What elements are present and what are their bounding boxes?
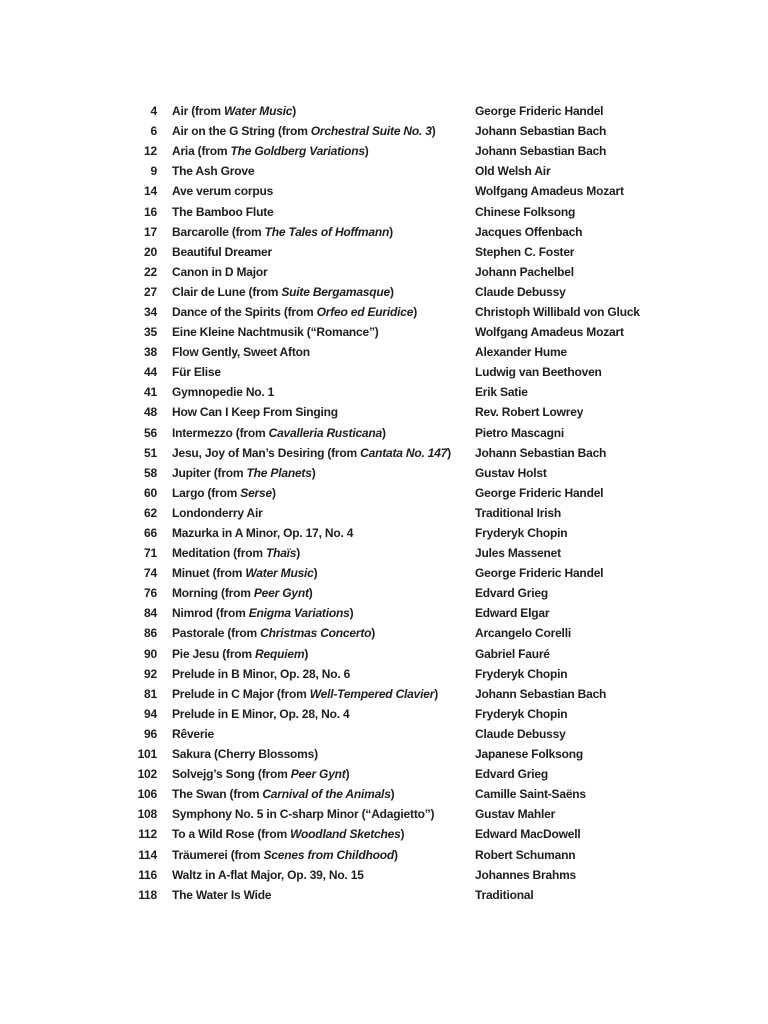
piece-title: Symphony No. 5 in C-sharp Minor (“Adagietto”) (172, 807, 435, 822)
page-number: 35 (144, 325, 157, 340)
page-number: 76 (144, 586, 157, 601)
page-number: 101 (137, 747, 157, 762)
page-number: 34 (144, 304, 157, 319)
page-number: 66 (144, 526, 157, 541)
toc-row (0, 865, 768, 885)
piece-title: Prelude in E Minor, Op. 28, No. 4 (172, 706, 350, 721)
composer-name: Jacques Offenbach (475, 224, 583, 239)
toc-row (0, 563, 768, 583)
toc-row (0, 583, 768, 603)
piece-title: Air on the G String (from Orchestral Suite No. 3) (172, 124, 436, 139)
composer-name: Stephen C. Foster (475, 244, 575, 259)
piece-title: Intermezzo (from Cavalleria Rusticana) (172, 425, 386, 440)
piece-title: Dance of the Spirits (from Orfeo ed Euridice) (172, 304, 418, 319)
piece-title: The Ash Grove (172, 164, 255, 179)
piece-title: Rêverie (172, 726, 214, 741)
page-number: 90 (144, 646, 157, 661)
piece-title: Gymnopedie No. 1 (172, 385, 275, 400)
composer-name: Gabriel Fauré (475, 646, 550, 661)
toc-row (0, 322, 768, 342)
composer-name: Erik Satie (475, 385, 528, 400)
page-number: 84 (144, 606, 157, 621)
composer-name: Old Welsh Air (475, 164, 551, 179)
composer-name: Gustav Mahler (475, 807, 556, 822)
toc-row (0, 523, 768, 543)
page-number: 74 (144, 566, 157, 581)
composer-name: George Frideric Handel (475, 104, 604, 119)
composer-name: Pietro Mascagni (475, 425, 565, 440)
composer-name: Alexander Hume (475, 345, 567, 360)
piece-title: Canon in D Major (172, 264, 268, 279)
page-number: 20 (144, 244, 157, 259)
composer-name: Christoph Willibald von Gluck (475, 304, 640, 319)
toc-row (0, 382, 768, 402)
toc-row (0, 684, 768, 704)
piece-title: Jupiter (from The Planets) (172, 465, 316, 480)
page-number: 56 (144, 425, 157, 440)
toc-row (0, 623, 768, 643)
composer-name: Johannes Brahms (475, 867, 577, 882)
toc-row (0, 342, 768, 362)
page-number: 94 (144, 706, 157, 721)
piece-title: Prelude in B Minor, Op. 28, No. 6 (172, 666, 351, 681)
page-number: 4 (150, 104, 157, 119)
page-number: 16 (144, 204, 157, 219)
composer-name: Japanese Folksong (475, 747, 583, 762)
toc-row (0, 804, 768, 824)
composer-name: Wolfgang Amadeus Mozart (475, 184, 624, 199)
composer-name: George Frideric Handel (475, 485, 604, 500)
composer-name: Traditional (475, 887, 534, 902)
toc-row (0, 483, 768, 503)
composer-name: Johann Sebastian Bach (475, 124, 607, 139)
page-number: 27 (144, 284, 157, 299)
page-number: 44 (144, 365, 157, 380)
toc-row (0, 644, 768, 664)
page-number: 86 (144, 626, 157, 641)
toc-row (0, 764, 768, 784)
composer-name: Camille Saint-Saëns (475, 787, 586, 802)
piece-title: Prelude in C Major (from Well-Tempered Clavier) (172, 686, 438, 701)
piece-title: Ave verum corpus (172, 184, 274, 199)
page-number: 14 (144, 184, 157, 199)
piece-title: Pie Jesu (from Requiem) (172, 646, 309, 661)
page-number: 92 (144, 666, 157, 681)
piece-title: The Bamboo Flute (172, 204, 274, 219)
toc-row (0, 362, 768, 382)
composer-name: Fryderyk Chopin (475, 526, 568, 541)
composer-name: Gustav Holst (475, 465, 547, 480)
composer-name: Fryderyk Chopin (475, 706, 568, 721)
piece-title: Barcarolle (from The Tales of Hoffmann) (172, 224, 393, 239)
composer-name: George Frideric Handel (475, 566, 604, 581)
piece-title: Waltz in A-flat Major, Op. 39, No. 15 (172, 867, 364, 882)
piece-title: Jesu, Joy of Man’s Desiring (from Cantata No. 147) (172, 445, 451, 460)
composer-name: Edward MacDowell (475, 827, 581, 842)
page-number: 102 (137, 767, 157, 782)
piece-title: Träumerei (from Scenes from Childhood) (172, 847, 398, 862)
piece-title: How Can I Keep From Singing (172, 405, 338, 420)
toc-row (0, 824, 768, 844)
composer-name: Fryderyk Chopin (475, 666, 568, 681)
page-number: 51 (144, 445, 157, 460)
page-number: 58 (144, 465, 157, 480)
composer-name: Johann Pachelbel (475, 264, 574, 279)
piece-title: To a Wild Rose (from Woodland Sketches) (172, 827, 405, 842)
composer-name: Traditional Irish (475, 505, 561, 520)
composer-name: Edward Elgar (475, 606, 550, 621)
piece-title: The Water Is Wide (172, 887, 272, 902)
page-number: 96 (144, 726, 157, 741)
toc-row (0, 704, 768, 724)
toc-row (0, 443, 768, 463)
toc-row (0, 603, 768, 623)
toc-row (0, 423, 768, 443)
toc-row (0, 282, 768, 302)
page-number: 71 (144, 546, 157, 561)
composer-name: Arcangelo Corelli (475, 626, 571, 641)
page-number: 41 (144, 385, 157, 400)
composer-name: Jules Massenet (475, 546, 561, 561)
page-number: 108 (137, 807, 157, 822)
piece-title: Morning (from Peer Gynt) (172, 586, 313, 601)
toc-row (0, 463, 768, 483)
page-number: 12 (144, 144, 157, 159)
page-number: 48 (144, 405, 157, 420)
toc-row (0, 885, 768, 905)
piece-title: Flow Gently, Sweet Afton (172, 345, 310, 360)
page-number: 22 (144, 264, 157, 279)
piece-title: Solvejg’s Song (from Peer Gynt) (172, 767, 350, 782)
piece-title: Largo (from Serse) (172, 485, 276, 500)
toc-row (0, 141, 768, 161)
piece-title: Nimrod (from Enigma Variations) (172, 606, 354, 621)
composer-name: Johann Sebastian Bach (475, 445, 607, 460)
page-number: 116 (138, 867, 157, 882)
page-number: 60 (144, 485, 157, 500)
page-number: 81 (144, 686, 157, 701)
toc-row (0, 101, 768, 121)
piece-title: Aria (from The Goldberg Variations) (172, 144, 369, 159)
toc-row (0, 402, 768, 422)
toc-row (0, 201, 768, 221)
page-number: 6 (150, 124, 157, 139)
composer-name: Wolfgang Amadeus Mozart (475, 325, 624, 340)
toc-row (0, 784, 768, 804)
piece-title: Londonderry Air (172, 505, 263, 520)
page-number: 114 (138, 847, 157, 862)
piece-title: The Swan (from Carnival of the Animals) (172, 787, 395, 802)
composer-name: Edvard Grieg (475, 767, 548, 782)
toc-list (0, 101, 768, 905)
piece-title: Eine Kleine Nachtmusik (“Romance”) (172, 325, 379, 340)
piece-title: Für Elise (172, 365, 221, 380)
piece-title: Sakura (Cherry Blossoms) (172, 747, 318, 762)
piece-title: Meditation (from Thaïs) (172, 546, 301, 561)
page-number: 106 (137, 787, 157, 802)
toc-row (0, 302, 768, 322)
composer-name: Johann Sebastian Bach (475, 686, 607, 701)
composer-name: Rev. Robert Lowrey (475, 405, 584, 420)
page-number: 118 (138, 887, 157, 902)
toc-row (0, 543, 768, 563)
toc-row (0, 844, 768, 864)
page-number: 62 (144, 505, 157, 520)
piece-title: Air (from Water Music) (172, 104, 297, 119)
page-number: 38 (144, 345, 157, 360)
composer-name: Ludwig van Beethoven (475, 365, 602, 380)
composer-name: Robert Schumann (475, 847, 576, 862)
composer-name: Claude Debussy (475, 284, 566, 299)
toc-row (0, 121, 768, 141)
page-number: 112 (138, 827, 157, 842)
composer-name: Chinese Folksong (475, 204, 576, 219)
toc-row (0, 161, 768, 181)
piece-title: Beautiful Dreamer (172, 244, 272, 259)
toc-row (0, 181, 768, 201)
toc-row (0, 503, 768, 523)
composer-name: Johann Sebastian Bach (475, 144, 607, 159)
piece-title: Minuet (from Water Music) (172, 566, 318, 581)
piece-title: Pastorale (from Christmas Concerto) (172, 626, 376, 641)
page-number: 9 (150, 164, 157, 179)
toc-row (0, 242, 768, 262)
page-number: 17 (144, 224, 157, 239)
composer-name: Claude Debussy (475, 726, 566, 741)
toc-row (0, 222, 768, 242)
toc-row (0, 664, 768, 684)
toc-row (0, 262, 768, 282)
piece-title: Mazurka in A Minor, Op. 17, No. 4 (172, 526, 354, 541)
toc-row (0, 724, 768, 744)
piece-title: Clair de Lune (from Suite Bergamasque) (172, 284, 394, 299)
composer-name: Edvard Grieg (475, 586, 548, 601)
toc-row (0, 744, 768, 764)
